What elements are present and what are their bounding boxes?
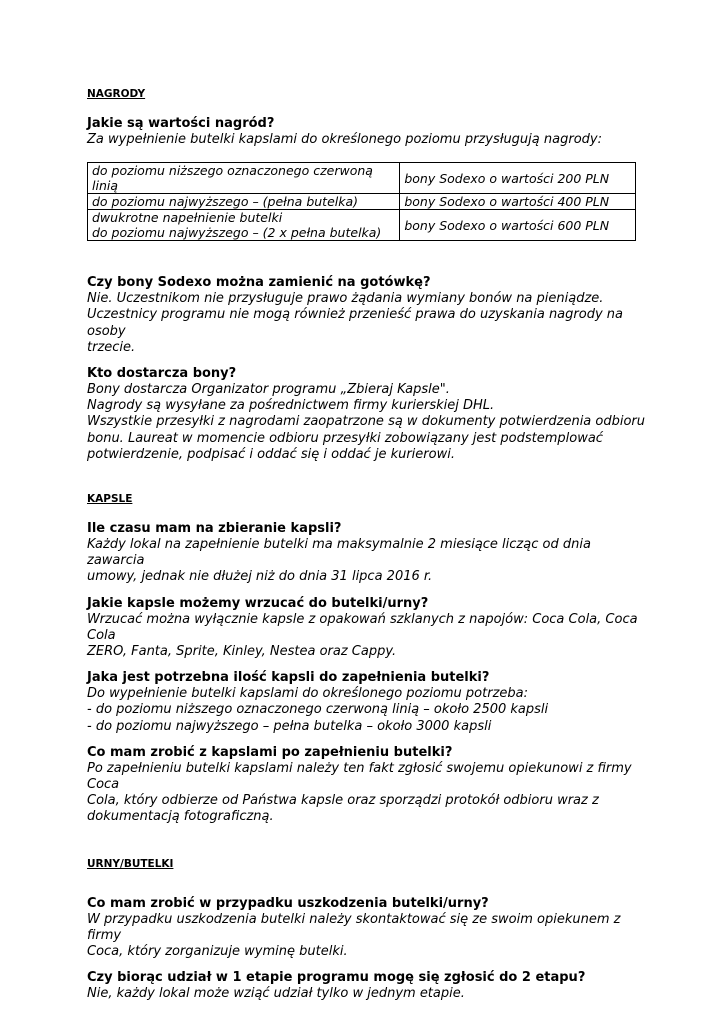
question-who-delivers: Kto dostarcza bony? — [87, 366, 237, 382]
table-row — [88, 163, 636, 194]
table-row — [88, 194, 636, 210]
answer-after-filling: Po zapełnieniu butelki kapslami należy ten fakt zgłosić swojemu opiekunowi z firmy Coca Cola, który odbierze od Państwa kapsle oraz sporządzi protokół odbioru wraz z dokumentacją fotograficzną. — [87, 760, 632, 825]
section-heading-nagrody: NAGRODY — [87, 88, 146, 100]
table-row — [88, 210, 636, 241]
section-heading-kapsle: KAPSLE — [87, 493, 133, 506]
question-damaged-bottle: Co mam zrobić w przypadku uszkodzenia butelki/urny? — [87, 895, 489, 911]
answer-which-caps: Wrzucać można wyłącznie kapsle z opakowań szklanych z napojów: Coca Cola, Coca Cola ZERO, Fanta, Sprite, Kinley, Nestea oraz Cappy. — [87, 611, 638, 660]
question-after-filling: Co mam zrobić z kapslami po zapełnieniu butelki? — [87, 744, 453, 760]
table-cell-prize: bony Sodexo o wartości 200 PLN — [400, 163, 636, 194]
table-cell-prize: bony Sodexo o wartości 400 PLN — [400, 194, 636, 210]
answer-damaged-bottle: W przypadku uszkodzenia butelki należy skontaktować się ze swoim opiekunem z firmy Coca, który zorganizuje wyminę butelki. — [87, 911, 621, 960]
answer-who-delivers: Bony dostarcza Organizator programu „Zbieraj Kapsle". Nagrody są wysyłane za pośrednictwem firmy kurierskiej DHL. Wszystkie przesyłki z nagrodami zaopatrzone są w dokumenty potwierdzenia odbioru bonu. Laureat w momencie odbioru przesyłki zobowiązany jest podstemplować potwierdzenie, podpisać i oddać się i oddać je kurierowi. — [87, 382, 646, 462]
table-cell-level: dwukrotne napełnienie butelki do poziomu najwyższego – (2 x pełna butelka) — [88, 210, 400, 241]
answer-second-stage: Nie, każdy lokal może wziąć udział tylko w jednym etapie. — [87, 986, 465, 1002]
answer-cash-exchange: Nie. Uczestnikom nie przysługuje prawo żądania wymiany bonów na pieniądze. Uczestnicy programu nie mogą również przenieść prawa do uzyskania nagrody na osoby trzecie. — [87, 291, 623, 355]
question-prize-values: Jakie są wartości nagród? — [87, 116, 275, 131]
table-cell-prize: bony Sodexo o wartości 600 PLN — [400, 210, 636, 241]
question-caps-amount: Jaka jest potrzebna ilość kapsli do zapełnienia butelki? — [87, 670, 490, 686]
question-second-stage: Czy biorąc udział w 1 etapie programu mogę się zgłosić do 2 etapu? — [87, 970, 586, 986]
document-page — [87, 86, 647, 1002]
table-cell-level: do poziomu niższego oznaczonego czerwoną linią — [88, 163, 400, 194]
prizes-table — [87, 162, 636, 241]
section-heading-urny: URNY/BUTELKI — [87, 857, 174, 870]
answer-caps-amount: Do wypełnienie butelki kapslami do określonego poziomu potrzeba: - do poziomu niższego oznaczonego czerwoną linią – około 2500 kapsli - do poziomu najwyższego – pełna butelka – około 3000 kapsli — [87, 686, 549, 734]
question-which-caps: Jakie kapsle możemy wrzucać do butelki/urny? — [87, 595, 429, 611]
answer-collection-time: Każdy lokal na zapełnienie butelki ma maksymalnie 2 miesiące licząc od dnia zawarcia umowy, jednak nie dłużej niż do dnia 31 lipca 2016 r. — [87, 537, 591, 585]
question-cash-exchange: Czy bony Sodexo można zamienić na gotówkę? — [87, 275, 431, 291]
answer-prize-values: Za wypełnienie butelki kapslami do określonego poziomu przysługują nagrody: — [87, 132, 602, 147]
question-collection-time: Ile czasu mam na zbieranie kapsli? — [87, 521, 342, 537]
table-cell-level: do poziomu najwyższego – (pełna butelka) — [88, 194, 400, 210]
